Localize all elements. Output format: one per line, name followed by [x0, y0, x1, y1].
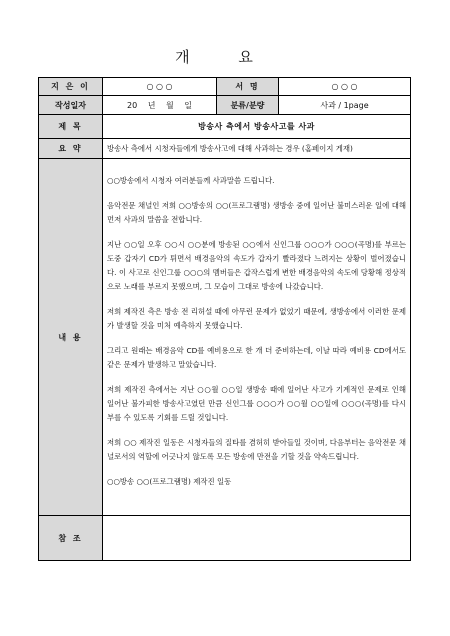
summary-value: 방송사 측에서 시청자들에게 방송사고에 대해 사과하는 경우 (홈페이지 게재) [103, 139, 411, 159]
author-value: ○ ○ ○ [103, 78, 217, 96]
author-label: 지 은 이 [39, 78, 103, 96]
category-value: 사과 / 1page [279, 96, 411, 115]
subject-label: 제 목 [39, 115, 103, 139]
content-paragraph: 저희 제작진 측에서는 지난 ○○월 ○○일 생방송 때에 일어난 사고가 기계적인 문제로 인해 일어난 불가피한 방송사고였던 만큼 신인그룹 ○○○가 ○○월 ○○일에 ○○○(곡명)를 다시 부를 수 있도록 기회를 드릴 것입니다. [107, 385, 406, 422]
subject-value: 방송사 측에서 방송사고를 사과 [103, 115, 411, 139]
content-paragraph: 음악전문 채널인 저희 ○○방송의 ○○(프로그램명) 생방송 중에 일어난 불미스러운 일에 대해 먼저 사과의 말씀을 전합니다. [107, 201, 406, 224]
summary-label: 요 약 [39, 139, 103, 159]
content-paragraph: 그리고 원래는 배경음악 CD를 예비용으로 한 개 더 준비하는데, 이날 따라 예비용 CD에서도 같은 문제가 발생하고 말았습니다. [107, 346, 406, 369]
reference-value [103, 516, 411, 561]
reference-label: 참 조 [39, 516, 103, 561]
content-paragraph: ○○방송 ○○(프로그램명) 제작진 일동 [107, 477, 232, 486]
signature-value: ○ ○ ○ [279, 78, 411, 96]
content-paragraph: 저희 ○○ 제작진 일동은 시청자들의 질타를 겸허히 받아들일 것이며, 다음부터는 음악전문 채널로서의 역할에 어긋나지 않도록 모든 방송에 만전을 기할 것을 약속드립니다. [107, 438, 406, 461]
summary-form [38, 77, 411, 561]
content-paragraph: ○○방송에서 시청자 여러분들께 사과말씀 드립니다. [107, 176, 275, 185]
document-title: 개 요 [175, 48, 275, 66]
content-paragraph: 지난 ○○일 오후 ○○시 ○○분에 방송된 ○○에서 신인그룹 ○○○가 ○○○(곡명)를 부르는 도중 갑자기 CD가 튀면서 배경음악의 속도가 갑자기 빨라졌다 느려지는 상황이 벌어졌습니다. 이 사고로 신인그룹 ○○○의 멤버들은 갑작스럽게 변한 배경음악의 속도에 당황해 정상적으로 노래를 부르지 못했으며, 그 모습이 그대로 방송에 나갔습니다. [107, 240, 406, 291]
content-body [103, 159, 411, 516]
category-label: 분류/분량 [217, 96, 279, 115]
date-value: 20 년 월 일 [103, 96, 217, 115]
content-paragraph: 저희 제작진 측은 방송 전 리허설 때에 아무런 문제가 없었기 때문에, 생방송에서 이러한 문제가 발생할 것을 미처 예측하지 못했습니다. [107, 307, 406, 330]
date-label: 작성일자 [39, 96, 103, 115]
signature-label: 서 명 [217, 78, 279, 96]
content-label: 내 용 [39, 159, 103, 516]
